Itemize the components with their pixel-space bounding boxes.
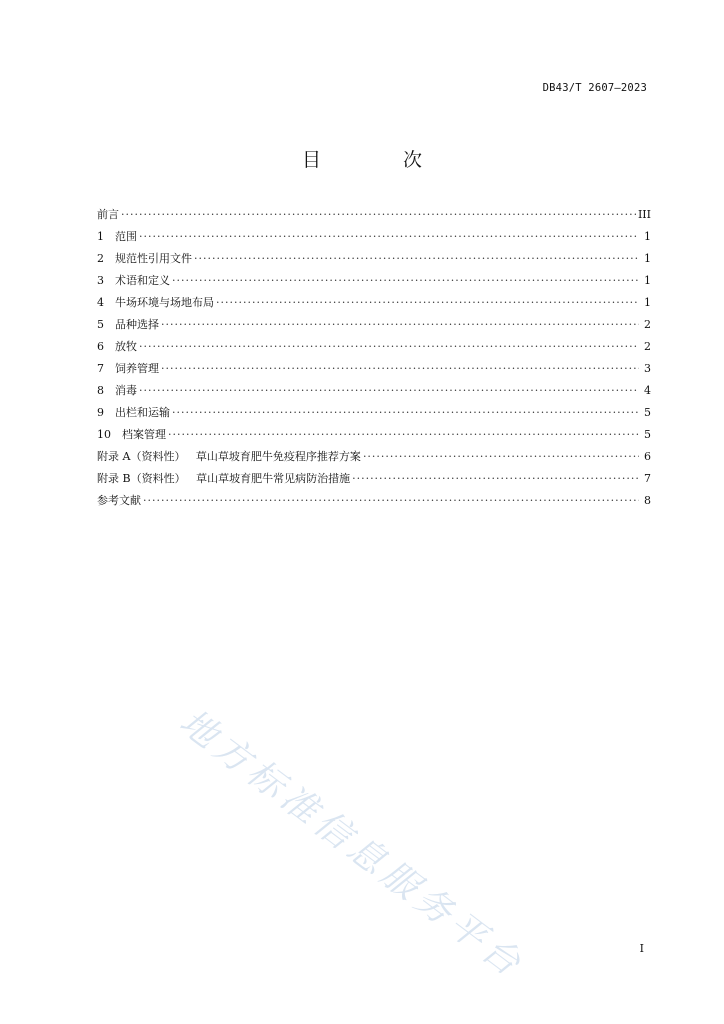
toc-entry-scope[interactable] <box>97 226 653 248</box>
toc-entry-normative-references[interactable] <box>97 248 653 270</box>
toc-page-number: 2 <box>644 340 651 353</box>
toc-page-number: 5 <box>644 428 651 441</box>
toc-number: 9 <box>97 406 104 419</box>
toc-leader-dots <box>352 468 639 490</box>
toc-entry-bibliography[interactable] <box>97 490 653 512</box>
toc-leader-dots <box>161 314 639 336</box>
toc-label: 牛场环境与场地布局 <box>115 296 214 309</box>
toc-entry-farm-layout[interactable] <box>97 292 653 314</box>
toc-entry-disinfection[interactable] <box>97 380 653 402</box>
toc-entry-feeding-management[interactable] <box>97 358 653 380</box>
toc-entry-foreword[interactable] <box>97 204 653 226</box>
toc-page-number: 2 <box>644 318 651 331</box>
toc-number: 10 <box>97 428 111 441</box>
toc-leader-dots <box>143 490 639 512</box>
toc-label: 术语和定义 <box>115 274 170 287</box>
toc-number: 2 <box>97 252 104 265</box>
toc-page-number: III <box>637 208 651 221</box>
toc-leader-dots <box>194 248 639 270</box>
toc-entry-terms[interactable] <box>97 270 653 292</box>
toc-entry-breed-selection[interactable] <box>97 314 653 336</box>
toc-label: 消毒 <box>115 384 137 397</box>
toc-number: 5 <box>97 318 104 331</box>
toc-number: 3 <box>97 274 104 287</box>
toc-page-number: 6 <box>644 450 651 463</box>
toc-page-number: 3 <box>644 362 651 375</box>
toc-label: 参考文献 <box>97 494 141 507</box>
toc-page-number: 1 <box>644 274 651 287</box>
toc-label: 放牧 <box>115 340 137 353</box>
toc-leader-dots <box>139 336 639 358</box>
toc-number: 7 <box>97 362 104 375</box>
toc-entry-appendix-b[interactable] <box>97 468 653 490</box>
toc-label: 出栏和运输 <box>115 406 170 419</box>
document-code: DB43/T 2607—2023 <box>542 82 647 94</box>
watermark: 地方标准信息服务平台 <box>171 701 532 988</box>
toc-entry-appendix-a[interactable] <box>97 446 653 468</box>
toc-number: 4 <box>97 296 104 309</box>
toc-label: 范围 <box>115 230 137 243</box>
page-number: I <box>639 942 644 955</box>
toc-leader-dots <box>161 358 639 380</box>
toc-page-number: 8 <box>644 494 651 507</box>
toc-leader-dots <box>363 446 639 468</box>
toc-page-number: 1 <box>644 252 651 265</box>
toc-entry-grazing[interactable] <box>97 336 653 358</box>
toc-label: 档案管理 <box>122 428 166 441</box>
toc-title: 目 次 <box>301 149 461 171</box>
toc-leader-dots <box>121 204 636 226</box>
toc-label: 规范性引用文件 <box>115 252 192 265</box>
toc-leader-dots <box>216 292 639 314</box>
toc-label: 附录 B（资料性） 草山草坡育肥牛常见病防治措施 <box>97 472 351 485</box>
toc-leader-dots <box>139 380 639 402</box>
toc-page-number: 1 <box>644 230 651 243</box>
toc-label: 品种选择 <box>115 318 159 331</box>
toc-leader-dots <box>139 226 639 248</box>
toc-entry-transport[interactable] <box>97 402 653 424</box>
toc-number: 1 <box>97 230 104 243</box>
toc-number: 6 <box>97 340 104 353</box>
toc-label: 前言 <box>97 208 119 221</box>
table-of-contents <box>97 204 653 512</box>
toc-leader-dots <box>172 270 639 292</box>
toc-label: 饲养管理 <box>115 362 159 375</box>
toc-number: 8 <box>97 384 104 397</box>
toc-page-number: 1 <box>644 296 651 309</box>
toc-leader-dots <box>168 424 639 446</box>
toc-page-number: 5 <box>644 406 651 419</box>
toc-page-number: 7 <box>644 472 651 485</box>
toc-entry-records[interactable] <box>97 424 653 446</box>
toc-leader-dots <box>172 402 639 424</box>
toc-label: 附录 A（资料性） 草山草坡育肥牛免疫程序推荐方案 <box>97 450 361 463</box>
toc-page-number: 4 <box>644 384 651 397</box>
